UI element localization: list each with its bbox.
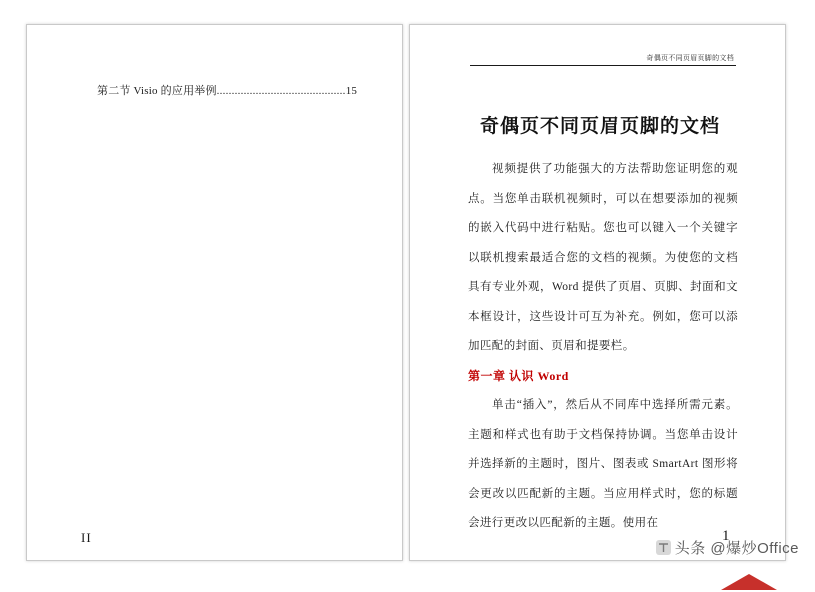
page-header-rule bbox=[470, 65, 736, 66]
watermark-text: 头条 @爆炒Office bbox=[674, 540, 799, 557]
page-header bbox=[470, 53, 736, 66]
body-paragraph-1: 视频提供了功能强大的方法帮助您证明您的观点。当您单击联机视频时，可以在想要添加的视频的嵌入代码中进行粘贴。您也可以键入一个关键字以联机搜索最适合您的文档的视频。为使您的文档具有专业外观，Word 提供了页眉、页脚、封面和文本框设计，这些设计可互为补充。例如，您可以添加匹配的封面、页眉和提要栏。 bbox=[468, 163, 738, 352]
body-paragraph-2: 单击“插入”，然后从不同库中选择所需元素。主题和样式也有助于文档保持协调。当您单击设计并选择新的主题时，图片、图表或 SmartArt 图形将会更改以匹配新的主题。当应用样式时，您的标题会进行更改以匹配新的主题。使用在 bbox=[468, 399, 738, 529]
toc-entry-page-number: 15 bbox=[345, 85, 358, 97]
corner-decoration bbox=[719, 570, 779, 592]
document-page-left[interactable] bbox=[26, 24, 403, 561]
document-page-right[interactable] bbox=[409, 24, 786, 561]
page-number-left: II bbox=[81, 530, 92, 545]
toc-entry bbox=[97, 82, 357, 98]
page-header-text: 奇偶页不同页眉页脚的文档 bbox=[646, 54, 734, 62]
page-number-right: 1 bbox=[722, 528, 730, 544]
watermark bbox=[656, 537, 799, 558]
toc-entry-label: 第二节 Visio 的应用举例 bbox=[97, 85, 217, 97]
toutiao-logo-icon bbox=[656, 540, 671, 555]
toc-entry-dots: ........................................... bbox=[216, 86, 346, 97]
document-title: 奇偶页不同页眉页脚的文档 bbox=[479, 116, 720, 137]
body-heading-1: 第一章 认识 Word bbox=[468, 368, 569, 383]
document-body bbox=[468, 155, 738, 539]
